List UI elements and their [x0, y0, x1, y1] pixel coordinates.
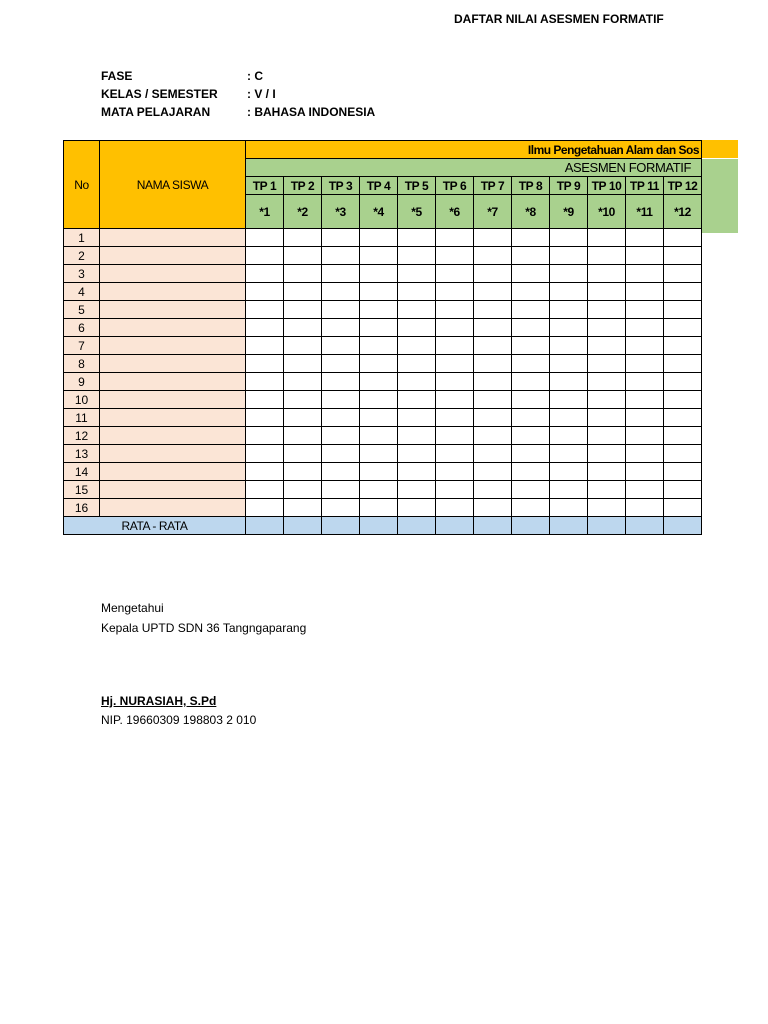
tp-header: TP 11 [626, 177, 664, 195]
score-cell[interactable] [246, 301, 284, 319]
score-cell[interactable] [664, 337, 702, 355]
assessment-code: *3 [322, 195, 360, 229]
score-cell[interactable] [398, 409, 436, 427]
score-cell[interactable] [626, 319, 664, 337]
score-cell[interactable] [360, 463, 398, 481]
table-row [64, 409, 702, 427]
score-cell[interactable] [512, 463, 550, 481]
score-cell[interactable] [550, 409, 588, 427]
score-cell[interactable] [322, 229, 360, 247]
score-cell[interactable] [246, 391, 284, 409]
score-cell[interactable] [284, 463, 322, 481]
nip-label: NIP. 19660309 198803 2 010 [101, 713, 257, 727]
score-cell[interactable] [474, 463, 512, 481]
score-cell[interactable] [664, 391, 702, 409]
assessment-code: *10 [588, 195, 626, 229]
student-name-cell[interactable] [100, 247, 246, 265]
score-cell[interactable] [588, 355, 626, 373]
score-cell[interactable] [246, 229, 284, 247]
table-row [64, 283, 702, 301]
score-cell[interactable] [588, 463, 626, 481]
score-cell[interactable] [360, 355, 398, 373]
student-name-cell[interactable] [100, 319, 246, 337]
score-cell[interactable] [664, 445, 702, 463]
score-cell[interactable] [398, 445, 436, 463]
score-cell[interactable] [474, 391, 512, 409]
row-number: 4 [64, 283, 100, 301]
asesmen-header: ASESMEN FORMATIF [246, 159, 702, 177]
score-cell[interactable] [512, 229, 550, 247]
table-row [64, 445, 702, 463]
score-cell[interactable] [588, 481, 626, 499]
score-cell[interactable] [360, 283, 398, 301]
score-cell[interactable] [474, 337, 512, 355]
score-cell[interactable] [474, 481, 512, 499]
score-cell[interactable] [664, 319, 702, 337]
score-cell[interactable] [588, 265, 626, 283]
grade-table [63, 140, 702, 535]
student-name-cell[interactable] [100, 337, 246, 355]
student-name-cell[interactable] [100, 283, 246, 301]
score-cell[interactable] [550, 427, 588, 445]
table-row [64, 463, 702, 481]
average-cell[interactable] [398, 517, 436, 535]
nama-siswa-header: NAMA SISWA [100, 141, 246, 229]
score-cell[interactable] [512, 283, 550, 301]
tp-header: TP 10 [588, 177, 626, 195]
score-cell[interactable] [322, 499, 360, 517]
score-cell[interactable] [436, 337, 474, 355]
meta-value: : V / I [247, 87, 276, 101]
meta-value: : BAHASA INDONESIA [247, 105, 376, 119]
score-cell[interactable] [246, 409, 284, 427]
table-row [64, 355, 702, 373]
score-cell[interactable] [246, 319, 284, 337]
score-cell[interactable] [512, 481, 550, 499]
score-cell[interactable] [626, 481, 664, 499]
score-cell[interactable] [360, 409, 398, 427]
score-cell[interactable] [626, 409, 664, 427]
score-cell[interactable] [436, 229, 474, 247]
tp-header: TP 7 [474, 177, 512, 195]
average-cell[interactable] [474, 517, 512, 535]
score-cell[interactable] [284, 337, 322, 355]
score-cell[interactable] [588, 283, 626, 301]
score-cell[interactable] [436, 247, 474, 265]
score-cell[interactable] [626, 247, 664, 265]
score-cell[interactable] [246, 355, 284, 373]
score-cell[interactable] [284, 229, 322, 247]
score-cell[interactable] [664, 409, 702, 427]
header-overflow-green [701, 159, 738, 233]
score-cell[interactable] [588, 373, 626, 391]
score-cell[interactable] [322, 247, 360, 265]
score-cell[interactable] [512, 499, 550, 517]
score-cell[interactable] [626, 463, 664, 481]
score-cell[interactable] [284, 373, 322, 391]
student-name-cell[interactable] [100, 229, 246, 247]
score-cell[interactable] [626, 229, 664, 247]
score-cell[interactable] [246, 337, 284, 355]
score-cell[interactable] [588, 499, 626, 517]
score-cell[interactable] [512, 391, 550, 409]
score-cell[interactable] [398, 463, 436, 481]
score-cell[interactable] [550, 283, 588, 301]
score-cell[interactable] [284, 247, 322, 265]
score-cell[interactable] [246, 445, 284, 463]
score-cell[interactable] [284, 301, 322, 319]
score-cell[interactable] [626, 373, 664, 391]
score-cell[interactable] [588, 319, 626, 337]
assessment-code: *4 [360, 195, 398, 229]
mengetahui-label: Mengetahui [101, 601, 164, 615]
score-cell[interactable] [626, 445, 664, 463]
score-cell[interactable] [246, 373, 284, 391]
score-cell[interactable] [284, 391, 322, 409]
row-number: 16 [64, 499, 100, 517]
score-cell[interactable] [436, 499, 474, 517]
table-row [64, 373, 702, 391]
table-row [64, 427, 702, 445]
score-cell[interactable] [436, 373, 474, 391]
score-cell[interactable] [474, 301, 512, 319]
score-cell[interactable] [436, 427, 474, 445]
score-cell[interactable] [550, 319, 588, 337]
score-cell[interactable] [626, 391, 664, 409]
tp-header: TP 1 [246, 177, 284, 195]
score-cell[interactable] [664, 355, 702, 373]
score-cell[interactable] [398, 229, 436, 247]
score-cell[interactable] [322, 427, 360, 445]
score-cell[interactable] [360, 301, 398, 319]
score-cell[interactable] [626, 355, 664, 373]
score-cell[interactable] [322, 319, 360, 337]
average-cell[interactable] [246, 517, 284, 535]
student-name-cell[interactable] [100, 427, 246, 445]
score-cell[interactable] [284, 283, 322, 301]
table-row [64, 391, 702, 409]
score-cell[interactable] [474, 427, 512, 445]
score-cell[interactable] [550, 247, 588, 265]
meta-value: : C [247, 69, 263, 83]
score-cell[interactable] [626, 337, 664, 355]
score-cell[interactable] [398, 427, 436, 445]
score-cell[interactable] [322, 481, 360, 499]
score-cell[interactable] [550, 481, 588, 499]
score-cell[interactable] [360, 337, 398, 355]
score-cell[interactable] [284, 319, 322, 337]
score-cell[interactable] [626, 427, 664, 445]
assessment-code: *2 [284, 195, 322, 229]
score-cell[interactable] [474, 355, 512, 373]
student-name-cell[interactable] [100, 463, 246, 481]
score-cell[interactable] [436, 355, 474, 373]
average-cell[interactable] [284, 517, 322, 535]
score-cell[interactable] [474, 283, 512, 301]
score-cell[interactable] [246, 427, 284, 445]
score-cell[interactable] [474, 499, 512, 517]
score-cell[interactable] [588, 445, 626, 463]
score-cell[interactable] [512, 301, 550, 319]
score-cell[interactable] [322, 409, 360, 427]
score-cell[interactable] [322, 391, 360, 409]
score-cell[interactable] [512, 409, 550, 427]
row-number: 5 [64, 301, 100, 319]
score-cell[interactable] [436, 409, 474, 427]
score-cell[interactable] [284, 445, 322, 463]
score-cell[interactable] [550, 391, 588, 409]
score-cell[interactable] [436, 463, 474, 481]
tp-header: TP 8 [512, 177, 550, 195]
score-cell[interactable] [512, 247, 550, 265]
score-cell[interactable] [550, 373, 588, 391]
assessment-code: *6 [436, 195, 474, 229]
score-cell[interactable] [360, 391, 398, 409]
score-cell[interactable] [550, 445, 588, 463]
score-cell[interactable] [360, 265, 398, 283]
table-row [64, 481, 702, 499]
score-cell[interactable] [474, 445, 512, 463]
score-cell[interactable] [588, 391, 626, 409]
document-title: DAFTAR NILAI ASESMEN FORMATIF [454, 12, 664, 26]
meta-label: FASE [101, 69, 133, 83]
score-cell[interactable] [360, 427, 398, 445]
score-cell[interactable] [322, 283, 360, 301]
row-number: 13 [64, 445, 100, 463]
score-cell[interactable] [436, 319, 474, 337]
score-cell[interactable] [246, 283, 284, 301]
score-cell[interactable] [360, 229, 398, 247]
score-cell[interactable] [360, 373, 398, 391]
tp-header: TP 2 [284, 177, 322, 195]
score-cell[interactable] [284, 499, 322, 517]
score-cell[interactable] [664, 373, 702, 391]
row-number: 12 [64, 427, 100, 445]
position-label: Kepala UPTD SDN 36 Tangngaparang [101, 621, 307, 635]
row-number: 3 [64, 265, 100, 283]
row-number: 11 [64, 409, 100, 427]
score-cell[interactable] [664, 427, 702, 445]
score-cell[interactable] [246, 247, 284, 265]
student-name-cell[interactable] [100, 499, 246, 517]
score-cell[interactable] [626, 301, 664, 319]
student-name-cell[interactable] [100, 409, 246, 427]
table-row [64, 319, 702, 337]
assessment-code: *1 [246, 195, 284, 229]
score-cell[interactable] [512, 427, 550, 445]
score-cell[interactable] [664, 247, 702, 265]
score-cell[interactable] [474, 319, 512, 337]
score-cell[interactable] [436, 481, 474, 499]
score-cell[interactable] [664, 229, 702, 247]
student-name-cell[interactable] [100, 355, 246, 373]
score-cell[interactable] [284, 409, 322, 427]
score-cell[interactable] [664, 301, 702, 319]
score-cell[interactable] [246, 499, 284, 517]
student-name-cell[interactable] [100, 301, 246, 319]
score-cell[interactable] [588, 427, 626, 445]
row-number: 14 [64, 463, 100, 481]
score-cell[interactable] [398, 499, 436, 517]
assessment-code: *9 [550, 195, 588, 229]
score-cell[interactable] [512, 445, 550, 463]
table-row [64, 301, 702, 319]
score-cell[interactable] [588, 229, 626, 247]
score-cell[interactable] [512, 265, 550, 283]
score-cell[interactable] [284, 481, 322, 499]
row-number: 15 [64, 481, 100, 499]
score-cell[interactable] [246, 463, 284, 481]
score-cell[interactable] [436, 301, 474, 319]
score-cell[interactable] [322, 337, 360, 355]
average-row [64, 517, 702, 535]
row-number: 2 [64, 247, 100, 265]
score-cell[interactable] [550, 301, 588, 319]
score-cell[interactable] [398, 283, 436, 301]
score-cell[interactable] [398, 247, 436, 265]
score-cell[interactable] [664, 463, 702, 481]
score-cell[interactable] [550, 337, 588, 355]
score-cell[interactable] [474, 265, 512, 283]
score-cell[interactable] [550, 265, 588, 283]
assessment-code: *11 [626, 195, 664, 229]
average-cell[interactable] [550, 517, 588, 535]
average-cell[interactable] [588, 517, 626, 535]
score-cell[interactable] [550, 499, 588, 517]
score-cell[interactable] [322, 265, 360, 283]
score-cell[interactable] [360, 247, 398, 265]
row-number: 8 [64, 355, 100, 373]
average-cell[interactable] [626, 517, 664, 535]
score-cell[interactable] [474, 373, 512, 391]
student-name-cell[interactable] [100, 391, 246, 409]
table-row [64, 499, 702, 517]
score-cell[interactable] [626, 265, 664, 283]
score-cell[interactable] [474, 409, 512, 427]
score-cell[interactable] [550, 229, 588, 247]
row-number: 1 [64, 229, 100, 247]
student-name-cell[interactable] [100, 445, 246, 463]
score-cell[interactable] [588, 301, 626, 319]
score-cell[interactable] [588, 409, 626, 427]
student-name-cell[interactable] [100, 481, 246, 499]
score-cell[interactable] [588, 247, 626, 265]
score-cell[interactable] [474, 247, 512, 265]
average-cell[interactable] [664, 517, 702, 535]
score-cell[interactable] [474, 229, 512, 247]
table-row [64, 265, 702, 283]
row-number: 7 [64, 337, 100, 355]
no-header: No [64, 141, 100, 229]
assessment-code: *7 [474, 195, 512, 229]
signatory-name: Hj. NURASIAH, S.Pd [101, 694, 217, 708]
tp-header: TP 3 [322, 177, 360, 195]
score-cell[interactable] [246, 481, 284, 499]
score-cell[interactable] [664, 499, 702, 517]
student-name-cell[interactable] [100, 265, 246, 283]
score-cell[interactable] [398, 355, 436, 373]
average-cell[interactable] [322, 517, 360, 535]
score-cell[interactable] [398, 337, 436, 355]
score-cell[interactable] [664, 265, 702, 283]
score-cell[interactable] [360, 319, 398, 337]
score-cell[interactable] [398, 265, 436, 283]
score-cell[interactable] [322, 301, 360, 319]
row-number: 10 [64, 391, 100, 409]
score-cell[interactable] [512, 355, 550, 373]
score-cell[interactable] [284, 355, 322, 373]
score-cell[interactable] [360, 499, 398, 517]
tp-header: TP 12 [664, 177, 702, 195]
score-cell[interactable] [322, 445, 360, 463]
tp-header: TP 6 [436, 177, 474, 195]
score-cell[interactable] [360, 445, 398, 463]
score-cell[interactable] [588, 337, 626, 355]
score-cell[interactable] [512, 337, 550, 355]
table-row [64, 247, 702, 265]
table-row [64, 337, 702, 355]
table-row [64, 229, 702, 247]
score-cell[interactable] [436, 265, 474, 283]
subject-header: Ilmu Pengetahuan Alam dan Sos [246, 141, 702, 159]
score-cell[interactable] [626, 283, 664, 301]
student-name-cell[interactable] [100, 373, 246, 391]
score-cell[interactable] [512, 373, 550, 391]
score-cell[interactable] [322, 463, 360, 481]
score-cell[interactable] [436, 391, 474, 409]
score-cell[interactable] [246, 265, 284, 283]
score-cell[interactable] [284, 265, 322, 283]
average-cell[interactable] [360, 517, 398, 535]
score-cell[interactable] [436, 445, 474, 463]
assessment-code: *12 [664, 195, 702, 229]
row-number: 6 [64, 319, 100, 337]
row-number: 9 [64, 373, 100, 391]
score-cell[interactable] [322, 355, 360, 373]
score-cell[interactable] [512, 319, 550, 337]
score-cell[interactable] [322, 373, 360, 391]
average-cell[interactable] [436, 517, 474, 535]
score-cell[interactable] [360, 481, 398, 499]
score-cell[interactable] [550, 463, 588, 481]
tp-header: TP 9 [550, 177, 588, 195]
score-cell[interactable] [398, 319, 436, 337]
score-cell[interactable] [436, 283, 474, 301]
score-cell[interactable] [398, 301, 436, 319]
header-overflow-orange [701, 140, 738, 158]
score-cell[interactable] [626, 499, 664, 517]
score-cell[interactable] [664, 283, 702, 301]
assessment-code: *5 [398, 195, 436, 229]
meta-label: MATA PELAJARAN [101, 105, 211, 119]
score-cell[interactable] [398, 391, 436, 409]
tp-header: TP 4 [360, 177, 398, 195]
score-cell[interactable] [664, 481, 702, 499]
score-cell[interactable] [284, 427, 322, 445]
assessment-code: *8 [512, 195, 550, 229]
score-cell[interactable] [398, 373, 436, 391]
average-label: RATA - RATA [64, 517, 246, 535]
average-cell[interactable] [512, 517, 550, 535]
score-cell[interactable] [398, 481, 436, 499]
tp-header: TP 5 [398, 177, 436, 195]
meta-label: KELAS / SEMESTER [101, 87, 218, 101]
score-cell[interactable] [550, 355, 588, 373]
